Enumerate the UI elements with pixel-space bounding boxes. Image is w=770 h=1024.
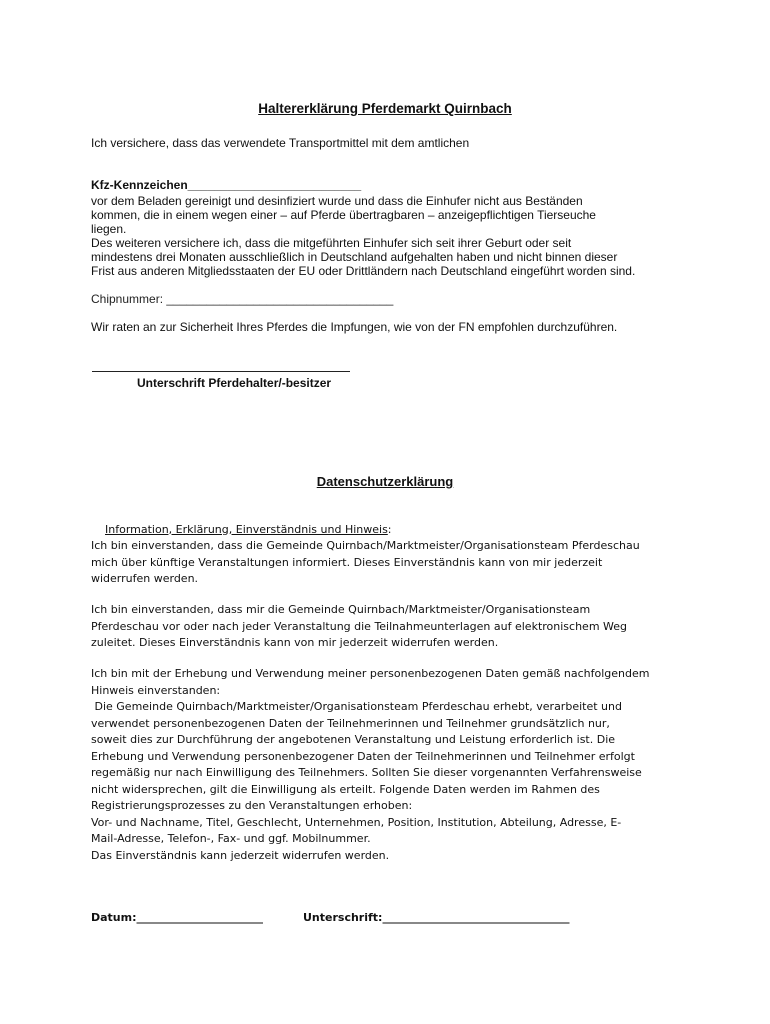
paragraph-line: Ich bin mit der Erhebung und Verwendung meiner personenbezogenen Daten gemäß nachfolgendem (91, 667, 650, 680)
paragraph-line: Pferdeschau vor oder nach jeder Veranstaltung die Teilnahmeunterlagen auf elektronischem Weg (91, 619, 628, 633)
kfz-label: Kfz-Kennzeichen__________________________ (91, 178, 362, 192)
chip-number-field: Chipnummer: __________________________________ (91, 292, 394, 306)
intro-text: Ich versichere, dass das verwendete Transportmittel mit dem amtlichen (91, 136, 470, 150)
paragraph-line: Das Einverständnis kann jederzeit widerrufen werden. (91, 848, 390, 862)
paragraph-line: nicht widersprechen, gilt die Einwilligung als erteilt. Folgende Daten werden im Rahmen des (91, 782, 600, 796)
paragraph-line: Vor- und Nachname, Titel, Geschlecht, Unternehmen, Position, Institution, Abteilung, Adresse, E- (91, 815, 622, 829)
page-title: Haltererklärung Pferdemarkt Quirnbach (258, 101, 512, 116)
paragraph-line: Des weiteren versichere ich, dass die mitgeführten Einhufer sich seit ihrer Geburt oder seit (91, 236, 572, 250)
paragraph-line: kommen, die in einem wegen einer – auf Pferde übertragbaren – anzeigepflichtigen Tierseuche (91, 208, 596, 222)
paragraph-line: Ich bin einverstanden, dass die Gemeinde Quirnbach/Marktmeister/Organisationsteam Pferdeschau (91, 539, 640, 552)
declaration-paragraph (91, 194, 635, 278)
paragraph-line: zuleitet. Dieses Einverständnis kann von mir jederzeit widerrufen werden. (91, 636, 499, 649)
signature-field: Unterschrift:__________________________________ (303, 911, 570, 924)
paragraph-line: mindestens drei Monaten ausschließlich in Deutschland aufgehalten haben und nicht binnen dieser (91, 250, 618, 264)
paragraph-line: soweit dies zur Durchführung der angebotenen Veranstaltung und Leistung erforderlich ist. Die (91, 733, 616, 746)
paragraph-line: liegen. (91, 222, 127, 236)
privacy-subtitle-colon: : (387, 522, 392, 536)
paragraph-line: vor dem Beladen gereinigt und desinfiziert wurde und dass die Einhufer nicht aus Beständen (91, 194, 583, 208)
signature-line (92, 371, 350, 372)
consent-block-2 (91, 602, 627, 652)
date-field: Datum:_______________________ (91, 911, 264, 924)
paragraph-line: Frist aus anderen Mitgliedsstaaten der EU oder Drittländern nach Deutschland eingeführt worden sind. (91, 264, 636, 278)
consent-block-1 (91, 538, 640, 588)
paragraph-line: Registrierungsprozesses zu den Veranstaltungen erhoben: (91, 799, 413, 812)
paragraph-line: Erhebung und Verwendung personenbezogener Daten der Teilnehmerinnen und Teilnehmer erfolgt (91, 749, 635, 763)
consent-block-3 (91, 666, 650, 864)
privacy-title: Datenschutzerklärung (316, 474, 454, 489)
paragraph-line: Die Gemeinde Quirnbach/Marktmeister/Organisationsteam Pferdeschau erhebt, verarbeitet und (91, 700, 622, 713)
privacy-subtitle-text: Information, Erklärung, Einverständnis und Hinweis (105, 522, 388, 536)
paragraph-line: Hinweis einverstanden: (91, 683, 221, 697)
paragraph-line: Ich bin einverstanden, dass mir die Gemeinde Quirnbach/Marktmeister/Organisationsteam (91, 603, 591, 616)
paragraph-line: mich über künftige Veranstaltungen informiert. Dieses Einverständnis kann von mir jederzeit (91, 555, 603, 569)
paragraph-line: Mail-Adresse, Telefon-, Fax- und ggf. Mobilnummer. (91, 832, 371, 845)
vaccination-note: Wir raten an zur Sicherheit Ihres Pferdes die Impfungen, wie von der FN empfohlen durchzuführen. (91, 320, 618, 334)
paragraph-line: widerrufen werden. (91, 572, 199, 585)
signature-label: Unterschrift Pferdehalter/-besitzer (137, 376, 332, 390)
paragraph-line: regemäßig nur nach Einwilligung des Teilnehmers. Sollten Sie dieser vorgenannten Verfahrensweise (91, 766, 642, 779)
paragraph-line: verwendet personenbezogenen Daten der Teilnehmerinnen und Teilnehmer grundsätzlich nur, (91, 716, 610, 730)
